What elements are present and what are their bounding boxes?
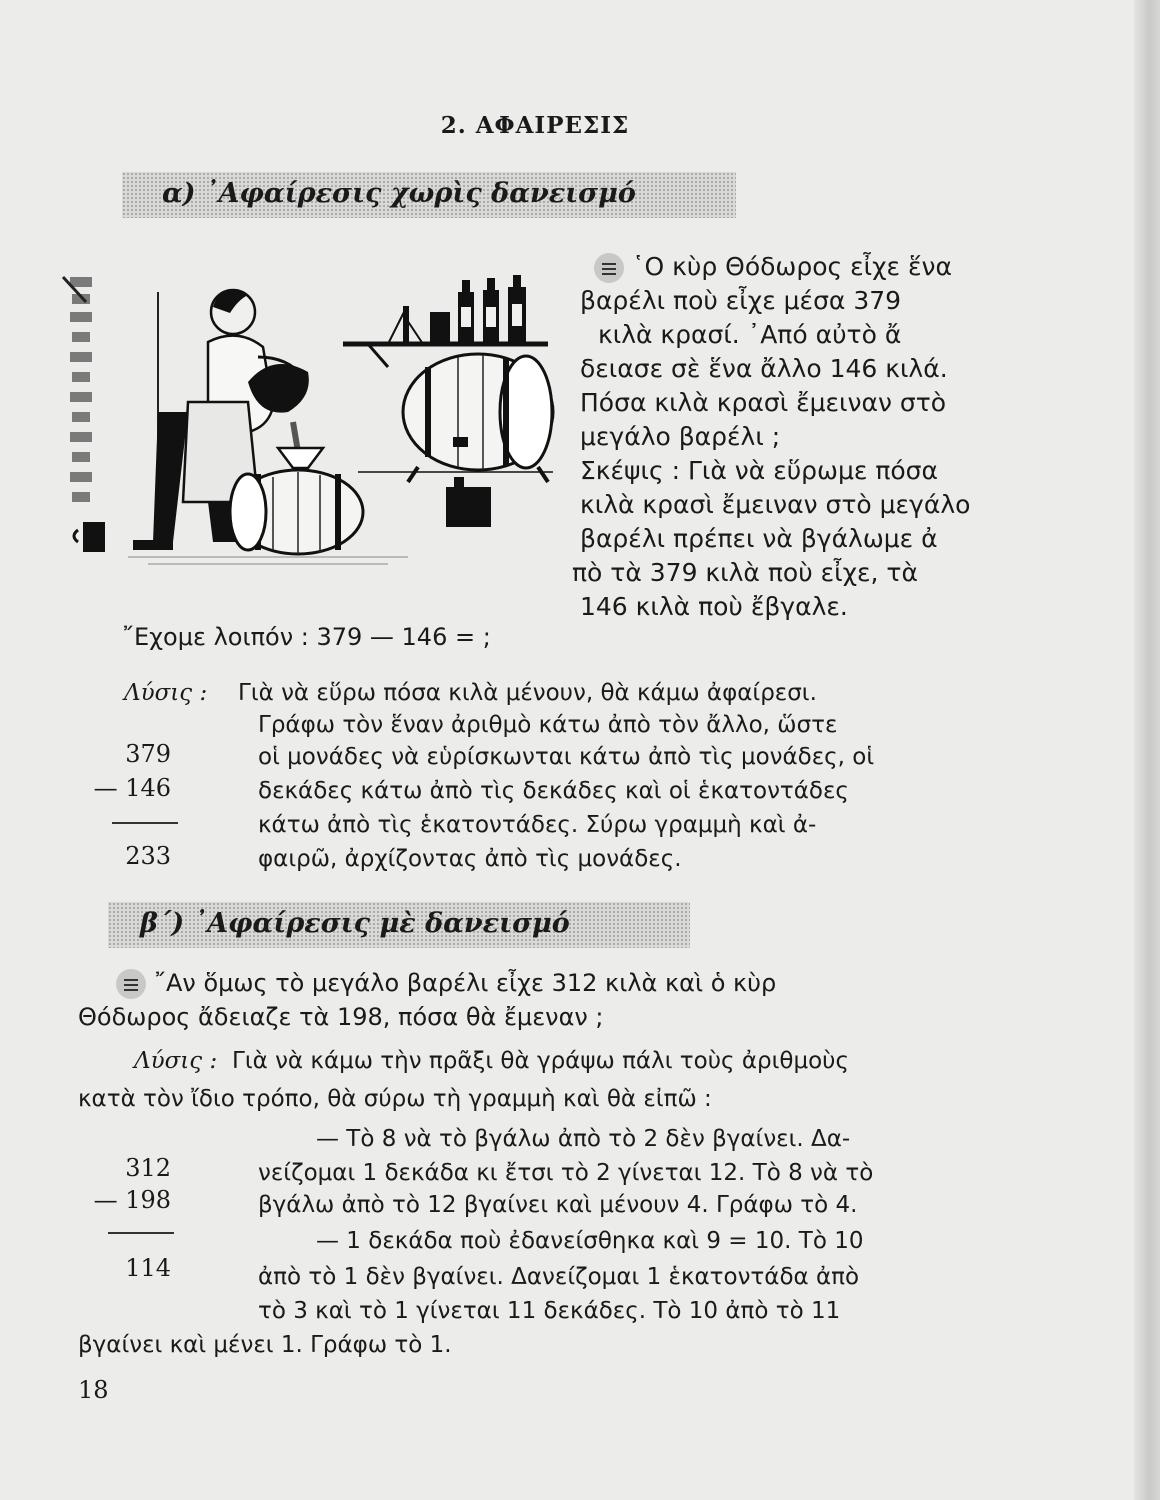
section-a-problem-line: μεγάλο βαρέλι ; xyxy=(580,422,781,451)
section-a-problem-line: πὸ τὰ 379 κιλὰ ποὺ εἶχε, τὰ xyxy=(572,558,918,587)
list-bullet-icon xyxy=(116,969,146,999)
section-a-problem-line: κιλὰ κρασὶ ἔμειναν στὸ μεγάλο xyxy=(580,490,971,519)
page-number: 18 xyxy=(78,1376,109,1404)
section-a-solution-line: κάτω ἀπὸ τὶς ἑκατοντάδες. Σύρω γραμμὴ καὶ ἀ- xyxy=(258,812,817,838)
section-a-solution-line: Γιὰ νὰ εὕρω πόσα κιλὰ μένουν, θὰ κάμω ἀφαίρεσι. xyxy=(238,680,817,706)
section-a-solution-line: δεκάδες κάτω ἀπὸ τὶς δεκάδες καὶ οἱ ἑκατοντάδες xyxy=(258,778,849,804)
section-a-equation: ῎Εχομε λοιπόν : 379 — 146 = ; xyxy=(122,623,491,651)
section-b-problem-line: Θόδωρος ἄδειαζε τὰ 198, πόσα θὰ ἔμεναν ; xyxy=(78,1003,604,1031)
section-a-problem-line: βαρέλι πρέπει νὰ βγάλωμε ἀ xyxy=(580,524,938,553)
calc-b-rule xyxy=(108,1232,174,1234)
section-b-solution-line: Γιὰ νὰ κάμω τὴν πρᾶξι θὰ γράψω πάλι τοὺς ἀριθμοὺς xyxy=(232,1048,849,1074)
section-a-problem-line: Σκέψις : Γιὰ νὰ εὕρωμε πόσα xyxy=(580,456,939,485)
section-b-solution-line: κατὰ τὸν ἴδιο τρόπο, θὰ σύρω τὴ γραμμὴ καὶ θὰ εἰπῶ : xyxy=(78,1086,712,1112)
section-a-solution-label: Λύσις : xyxy=(124,680,208,706)
calc-b-result: 114 xyxy=(125,1254,171,1282)
calc-b-top: 312 xyxy=(125,1154,171,1182)
section-a-problem-line: Πόσα κιλὰ κρασὶ ἔμειναν στὸ xyxy=(580,388,947,417)
calc-b-bottom: — 198 xyxy=(93,1186,171,1214)
wine-barrel-illustration xyxy=(58,272,558,572)
section-b-solution-line: τὸ 3 καὶ τὸ 1 γίνεται 11 δεκάδες. Τὸ 10 ἀπὸ τὸ 11 xyxy=(258,1298,841,1324)
section-b-solution-line: βγάλω ἀπὸ τὸ 12 βγαίνει καὶ μένουν 4. Γράφω τὸ 4. xyxy=(258,1192,858,1218)
calc-a-result: 233 xyxy=(125,842,171,870)
section-b-problem-line: ῎Αν ὅμως τὸ μεγάλο βαρέλι εἶχε 312 κιλὰ καὶ ὁ κὺρ xyxy=(116,966,776,1000)
section-a-solution-line: Γράφω τὸν ἕναν ἀριθμὸ κάτω ἀπὸ τὸν ἄλλο, ὥστε xyxy=(258,712,838,738)
calc-a-bottom: — 146 xyxy=(93,774,171,802)
section-a-solution-line: φαιρῶ, ἀρχίζοντας ἀπὸ τὶς μονάδες. xyxy=(258,846,682,872)
section-b-solution-line: βγαίνει καὶ μένει 1. Γράφω τὸ 1. xyxy=(78,1332,452,1358)
section-a-problem-line: βαρέλι ποὺ εἶχε μέσα 379 xyxy=(580,286,902,315)
section-a-problem-line: δειασε σὲ ἕνα ἄλλο 146 κιλά. xyxy=(580,354,948,383)
calc-a-rule xyxy=(112,822,178,824)
section-b-heading: β΄) ᾿Αφαίρεσις μὲ δανεισμό xyxy=(140,908,570,939)
list-bullet-icon xyxy=(594,253,624,283)
section-b-solution-line: — 1 δεκάδα ποὺ ἐδανείσθηκα καὶ 9 = 10. Τὸ 10 xyxy=(316,1228,864,1254)
section-a-solution-line: οἱ μονάδες νὰ εὑρίσκωνται κάτω ἀπὸ τὶς μονάδες, οἱ xyxy=(258,744,875,770)
calc-a-top: 379 xyxy=(125,740,171,768)
section-b-solution-line: — Τὸ 8 νὰ τὸ βγάλω ἀπὸ τὸ 2 δὲν βγαίνει. Δα- xyxy=(316,1126,851,1152)
section-a-heading: α) ᾿Αφαίρεσις χωρὶς δανεισμό xyxy=(162,178,636,209)
section-a-problem-line: 146 κιλὰ ποὺ ἔβγαλε. xyxy=(580,592,848,621)
section-b-solution-line: ἀπὸ τὸ 1 δὲν βγαίνει. Δανείζομαι 1 ἑκατοντάδα ἀπὸ xyxy=(258,1264,860,1290)
section-a-problem-line: ῾Ο κὺρ Θόδωρος εἶχε ἕνα xyxy=(594,250,952,284)
section-b-solution-line: νείζομαι 1 δεκάδα κι ἔτσι τὸ 2 γίνεται 12. Τὸ 8 νὰ τὸ xyxy=(258,1160,874,1186)
section-b-solution-label: Λύσις : xyxy=(134,1048,218,1074)
page-edge xyxy=(1134,0,1160,1500)
section-a-problem-line: κιλὰ κρασί. ᾿Από αὐτὸ ἄ xyxy=(598,320,902,349)
chapter-title: 2. ΑΦΑΙΡΕΣΙΣ xyxy=(440,112,630,139)
